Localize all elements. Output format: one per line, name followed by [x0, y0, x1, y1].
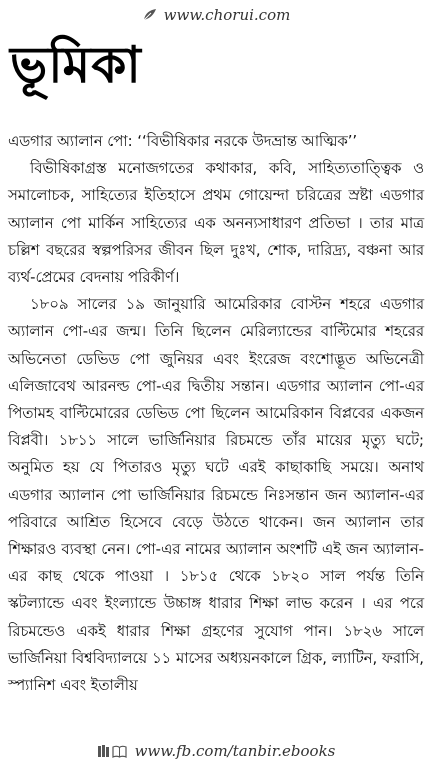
paragraph-2: ১৮০৯ সালের ১৯ জানুয়ারি আমেরিকার বোস্টন শহরে এডগার অ্যালান পো-এর জন্ম। তিনি ছিলেন মেরিল্যান্ডের বাল্টিমোর শহরের অভিনেতা ডেভিড পো জুনিয়র এবং ইংরেজ বংশোদ্ভূত অভিনেত্রী এলিজাবেথ আরনল্ড পো-এর দ্বিতীয় সন্তান। এডগার অ্যালান পো-এর পিতামহ বাল্টিমোরের ডেভিড পো ছিলেন আমেরিকান বিপ্লবের একজন বিপ্লবী। ১৮১১ সালে ভার্জিনিয়ার রিচমন্ডে তাঁর মায়ের মৃত্যু ঘটে; অনুমিত হয় যে পিতারও মৃত্যু ঘটে এরই কাছাকাছি সময়ে। অনাথ এডগার অ্যালান পো ভার্জিনিয়ার রিচমন্ডে নিঃসন্তান জন অ্যালান-এর পরিবারে আশ্রিত হিসেবে বেড়ে উঠতে থাকেন। জন অ্যালান তার শিক্ষারও ব্যবস্থা নেন। পো-এর নামের অ্যালান অংশটি এই জন অ্যালান-এর কাছ থেকে পাওয়া । ১৮১৫ থেকে ১৮২০ সাল পর্যন্ত তিনি স্কটল্যান্ডে এবং ইংল্যান্ডে উচ্চাঙ্গ ধারার শিক্ষা লাভ করেন । এর পরে রিচমন্ডেও একই ধারার শিক্ষা গ্রহণের সুযোগ পান। ১৮২৬ সালে ভার্জিনিয়া বিশ্ববিদ্যালয়ে ১১ মাসের অধ্যয়নকালে গ্রিক, ল্যাটিন, ফরাসি, স্প্যানিশ এবং ইতালীয়	[8, 296, 424, 695]
top-site-url[interactable]: www.chorui.com	[163, 6, 291, 24]
bottom-watermark	[0, 740, 432, 762]
bottom-site-url[interactable]: www.fb.com/tanbir.ebooks	[134, 742, 336, 760]
top-watermark	[0, 4, 432, 26]
leaf-logo-icon	[142, 8, 158, 22]
subtitle-line: এডগার অ্যালান পো: ‘‘বিভীষিকার নরকে উদভ্রান্ত আত্মিক’’	[8, 133, 358, 150]
page-title: ভূমিকা	[10, 36, 142, 94]
books-icon	[97, 744, 127, 758]
body-text	[8, 128, 424, 699]
paragraph-1: বিভীষিকাগ্রস্ত মনোজগতের কথাকার, কবি, সাহিত্যতাত্ত্বিক ও সমালোচক, সাহিত্যের ইতিহাসে প্রথম গোয়েন্দা চরিত্রের স্রষ্টা এডগার অ্যালান পো মার্কিন সাহিত্যের এক অনন্যসাধারণ প্ৰতিভা । তার মাত্ৰ চল্লিশ বছরের স্বল্পপরিসর জীবন ছিল দুঃখ, শোক, দারিদ্র্য, বঞ্চনা আর ব্যর্থ-প্রেমের বেদনায় পরিকীর্ণ।	[8, 160, 424, 287]
